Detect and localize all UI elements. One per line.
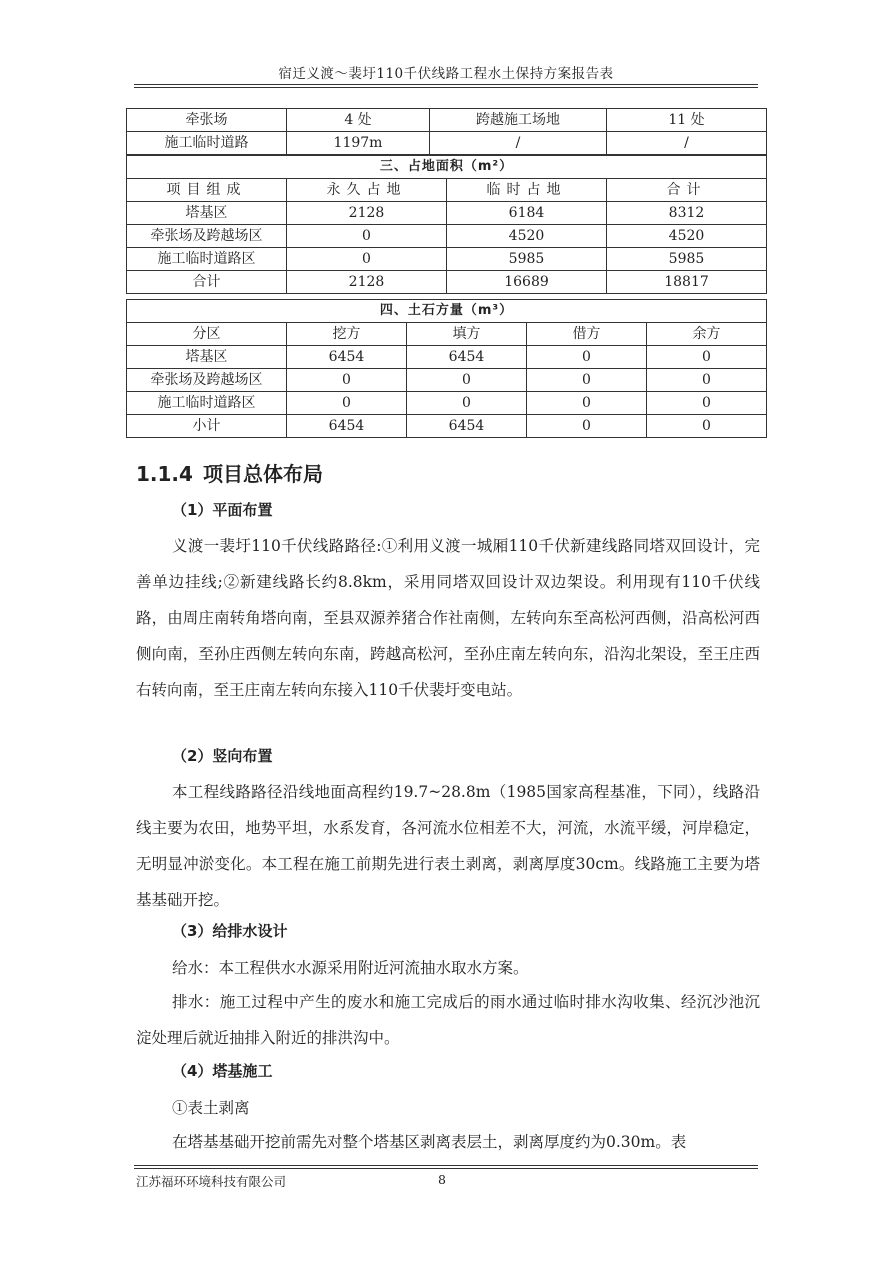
table-earthwork (126, 299, 767, 438)
footer-divider (134, 1165, 758, 1166)
column-header: 挖方 (287, 323, 407, 346)
header-divider-thin (134, 87, 758, 88)
subheading-water-design: （3）给排水设计 (172, 922, 288, 940)
table-cell: 小计 (127, 415, 287, 438)
table-cell: 4520 (607, 225, 767, 248)
table-row (127, 225, 767, 248)
header-divider (134, 84, 758, 85)
table-cell: 施工临时道路 (127, 132, 287, 155)
table-row (127, 369, 767, 392)
table-cell: 0 (287, 248, 447, 271)
table-cell: 牵张场及跨越场区 (127, 369, 287, 392)
footer-divider-thin (134, 1168, 758, 1169)
table-cell: 0 (647, 392, 767, 415)
table-header-row (127, 179, 767, 202)
section-title: 项目总体布局 (202, 462, 323, 486)
table-title-row (127, 300, 767, 323)
table-cell: 0 (527, 415, 647, 438)
table-facilities (126, 108, 767, 155)
column-header: 项目组成 (127, 179, 287, 202)
table-cell: 5985 (607, 248, 767, 271)
table-row (127, 132, 767, 155)
paragraph-water-supply: 给水：本工程供水水源采用附近河流抽水取水方案。 (172, 959, 529, 977)
table-cell: 11 处 (607, 109, 767, 132)
footer-company: 江苏福环环境科技有限公司 (136, 1174, 287, 1189)
table-cell: 0 (647, 369, 767, 392)
table-cell: 0 (407, 369, 527, 392)
table-cell: 1197m (287, 132, 430, 155)
table-cell: 0 (287, 369, 407, 392)
subheading-plan-layout: （1）平面布置 (172, 501, 273, 519)
table-cell: / (430, 132, 607, 155)
subheading-vertical-layout: （2）竖向布置 (172, 747, 273, 765)
table-cell: 牵张场及跨越场区 (127, 225, 287, 248)
page-header-title: 宿迁义渡～裴圩110千伏线路工程水土保持方案报告表 (278, 66, 614, 82)
table-cell: 塔基区 (127, 346, 287, 369)
paragraph-vertical-layout: 本工程线路路径沿线地面高程约19.7~28.8m（1985国家高程基准，下同），线路沿线主要为农田，地势平坦，水系发育，各河流水位相差不大，河流，水流平缓，河岸稳定，无明显冲淤变化。本工程在施工前期先进行表土剥离，剥离厚度30cm。线路施工主要为塔基基础开挖。 (136, 783, 760, 909)
table-cell: 6454 (407, 415, 527, 438)
table-row (127, 271, 767, 294)
paragraph-drainage: 排水：施工过程中产生的废水和施工完成后的雨水通过临时排水沟收集、经沉沙池沉淀处理后就近抽排入附近的排洪沟中。 (136, 993, 760, 1047)
table-cell: 2128 (287, 202, 447, 225)
list-item-topsoil: ①表土剥离 (172, 1099, 250, 1117)
subheading-tower-construction: （4）塔基施工 (172, 1062, 273, 1080)
table-cell: 16689 (447, 271, 607, 294)
section-heading (136, 458, 323, 487)
column-header: 合计 (607, 179, 767, 202)
table-cell: 牵张场 (127, 109, 287, 132)
table-cell: 8312 (607, 202, 767, 225)
table-cell: 0 (647, 346, 767, 369)
table-title: 三、占地面积（m²） (127, 156, 767, 179)
table-land-area (126, 155, 767, 294)
column-header: 填方 (407, 323, 527, 346)
table-cell: 塔基区 (127, 202, 287, 225)
table-row (127, 346, 767, 369)
table-cell: 0 (287, 392, 407, 415)
table-cell: 0 (527, 346, 647, 369)
table-cell: 2128 (287, 271, 447, 294)
table-cell: 6184 (447, 202, 607, 225)
column-header: 余方 (647, 323, 767, 346)
paragraph-topsoil: 在塔基基础开挖前需先对整个塔基区剥离表层土，剥离厚度约为0.30m。表 (172, 1133, 687, 1151)
table-cell: 合计 (127, 271, 287, 294)
table-row (127, 109, 767, 132)
page-number: 8 (438, 1172, 446, 1187)
column-header: 临时占地 (447, 179, 607, 202)
table-title-row (127, 156, 767, 179)
table-cell: 5985 (447, 248, 607, 271)
table-header-row (127, 323, 767, 346)
table-cell: 0 (647, 415, 767, 438)
table-cell: 18817 (607, 271, 767, 294)
table-cell: 6454 (287, 415, 407, 438)
paragraph-plan-layout: 义渡一裴圩110千伏线路路径:①利用义渡一城厢110千伏新建线路同塔双回设计，完善单边挂线;②新建线路长约8.8km，采用同塔双回设计双边架设。利用现有110千伏线路，由周庄南转角塔向南，至县双源养猪合作社南侧，左转向东至高松河西侧，沿高松河西侧向南，至孙庄西侧左转向东南，跨越高松河，至孙庄南左转向东，沿沟北架设，至王庄西右转向南，至王庄南左转向东接入110千伏裴圩变电站。 (136, 537, 760, 699)
table-cell: 跨越施工场地 (430, 109, 607, 132)
table-cell: 6454 (287, 346, 407, 369)
table-row (127, 202, 767, 225)
table-cell: / (607, 132, 767, 155)
table-cell: 4 处 (287, 109, 430, 132)
table-title: 四、土石方量（m³） (127, 300, 767, 323)
table-row (127, 415, 767, 438)
column-header: 分区 (127, 323, 287, 346)
table-cell: 0 (407, 392, 527, 415)
table-row (127, 248, 767, 271)
table-cell: 6454 (407, 346, 527, 369)
table-cell: 0 (527, 392, 647, 415)
table-cell: 施工临时道路区 (127, 392, 287, 415)
table-cell: 0 (527, 369, 647, 392)
table-cell: 0 (287, 225, 447, 248)
column-header: 借方 (527, 323, 647, 346)
section-number: 1.1.4 (136, 462, 193, 486)
table-cell: 4520 (447, 225, 607, 248)
table-cell: 施工临时道路区 (127, 248, 287, 271)
column-header: 永久占地 (287, 179, 447, 202)
table-row (127, 392, 767, 415)
